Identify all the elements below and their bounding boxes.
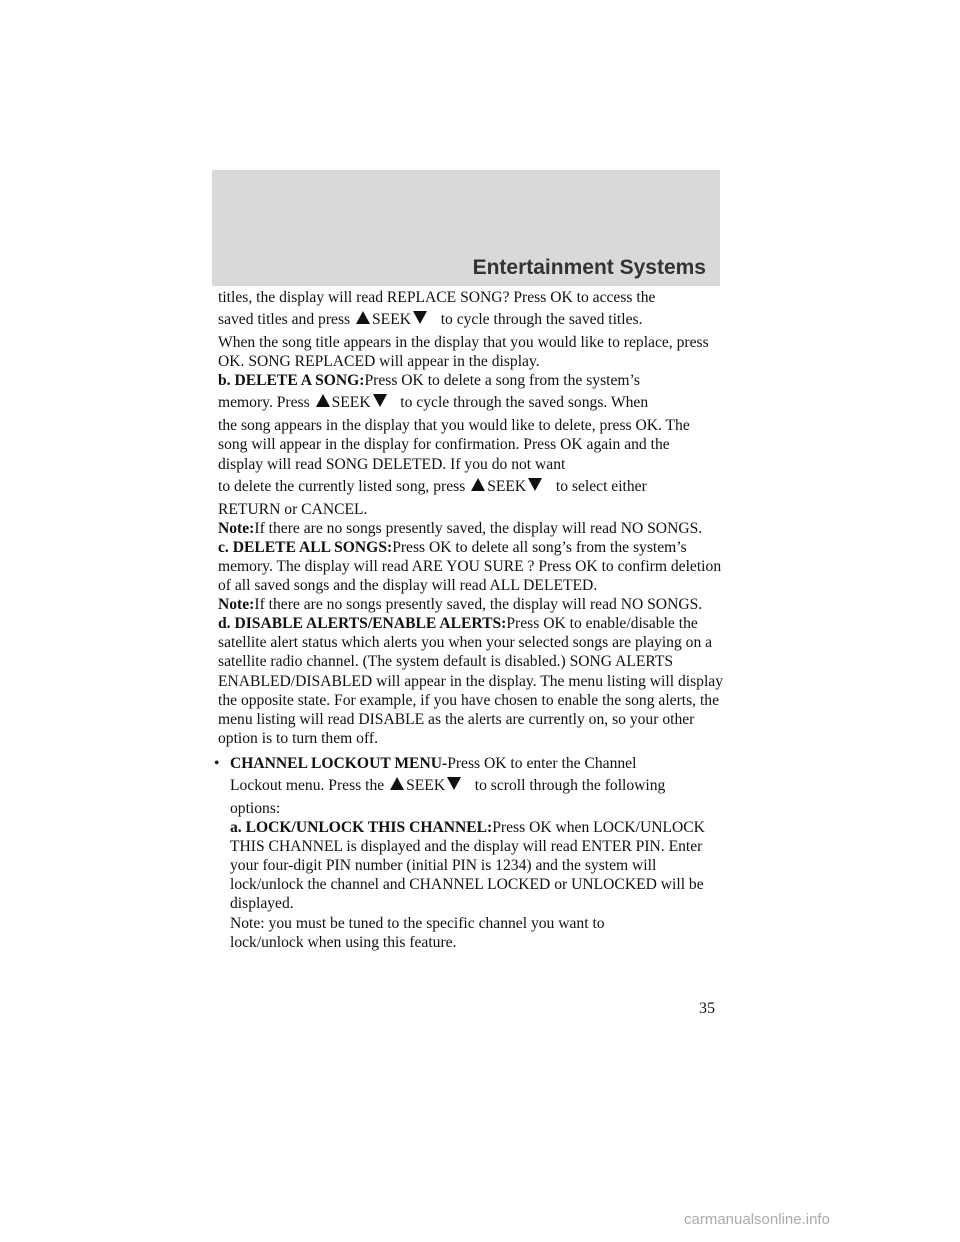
note-tuned-channel: Note: you must be tuned to the specific channel you want to lock/unlock when using this feature. [230,914,605,951]
paragraph-delete-a-song [218,371,738,518]
triangle-up-icon [390,777,404,790]
text-block: When the song title appears in the display that you would like to replace, press OK. SONG REPLACED will appear in the display. [218,334,709,371]
page-number: 35 [699,1000,715,1017]
text-run: to cycle through the saved titles. [440,311,643,329]
triangle-down-icon [373,394,387,407]
text-line-with-seek [230,773,738,799]
text-run: to cycle through the saved songs. When [400,394,649,412]
text-run: Press OK to enable/disable the satellite alert status which alerts you when your selected songs are playing on a satellite radio channel. (The system default is disabled.) SONG ALERTS ENABLED/DISABLED will appear in the display. The menu listing will display the opposite state. For example, if you have chosen to enable the song alerts, the menu listing will read DISABLE as the alerts are currently on, so your other option is to turn them off. [218,615,723,747]
text-block: the song appears in the display that you would like to delete, press OK. The song will appear in the display for confirmation. Press OK again and the display will read SONG DELETED. If you do not want [218,417,690,473]
text-line: options: [230,799,281,817]
text-run: Press OK when LOCK/UNLOCK THIS CHANNEL is displayed and the display will read ENTER PIN. Enter your four-digit PIN number (initial PIN is 1234) and the system will lock/unlock the channel and CHANNEL LOCKED or UNLOCKED will be displayed. [230,819,705,913]
item-heading: CHANNEL LOCKOUT MENU- [230,754,448,772]
text-run: Press OK to delete a song from the system’s [364,372,640,390]
triangle-up-icon [316,394,330,407]
text-line-with-seek [218,474,738,500]
text-run: saved titles and press [218,311,351,329]
section-header-band [212,170,720,286]
text-run: to select either [555,477,647,495]
bullet-channel-lockout [214,754,738,952]
watermark: carmanualsonline.info [684,1211,830,1228]
paragraph-alerts [218,614,723,748]
seek-label: SEEK [372,311,411,329]
note-text: If there are no songs presently saved, the display will read NO SONGS. [254,519,703,537]
text-line: titles, the display will read REPLACE SONG? Press OK to access the [218,289,656,306]
item-heading: a. LOCK/UNLOCK THIS CHANNEL: [230,819,493,837]
seek-label: SEEK [406,776,446,794]
page-body [214,288,738,952]
seek-label: SEEK [487,477,527,495]
item-heading: d. DISABLE ALERTS/ENABLE ALERTS: [218,615,507,633]
text-run: Lockout menu. Press the [230,776,385,794]
text-line [230,754,738,773]
text-run: to delete the currently listed song, press [218,477,466,495]
note-text: If there are no songs presently saved, the display will read NO SONGS. [254,596,703,614]
triangle-down-icon [447,777,461,790]
text-run: to scroll through the following [474,776,666,794]
item-heading: c. DELETE ALL SONGS: [218,538,393,556]
text-run: Press OK to delete all song’s from the system’s memory. The display will read ARE YOU SURE ? Press OK to confirm deletion of all saved songs and the display will read ALL DELETED. [218,538,722,595]
triangle-down-icon [413,311,427,324]
text-line [218,371,738,390]
section-title: Entertainment Systems [472,256,706,279]
paragraph-replace-song [218,288,738,371]
text-line-with-seek [218,390,738,416]
bullet-dot: • [214,754,220,772]
triangle-up-icon [471,478,485,491]
sub-item-lock-unlock [230,818,730,913]
item-heading: b. DELETE A SONG: [218,372,365,390]
text-line: RETURN or CANCEL. [218,500,368,518]
seek-label: SEEK [331,394,371,412]
text-run: Press OK to enter the Channel [447,754,637,772]
text-line-with-seek [218,307,738,333]
triangle-up-icon [356,311,370,324]
text-run: memory. Press [218,394,310,412]
triangle-down-icon [528,478,542,491]
note-no-songs [218,519,723,538]
paragraph-delete-all-songs [218,538,723,595]
note-label: Note: [218,596,255,614]
note-label: Note: [218,519,255,537]
note-no-songs [218,595,723,614]
bullet-body [230,754,738,952]
